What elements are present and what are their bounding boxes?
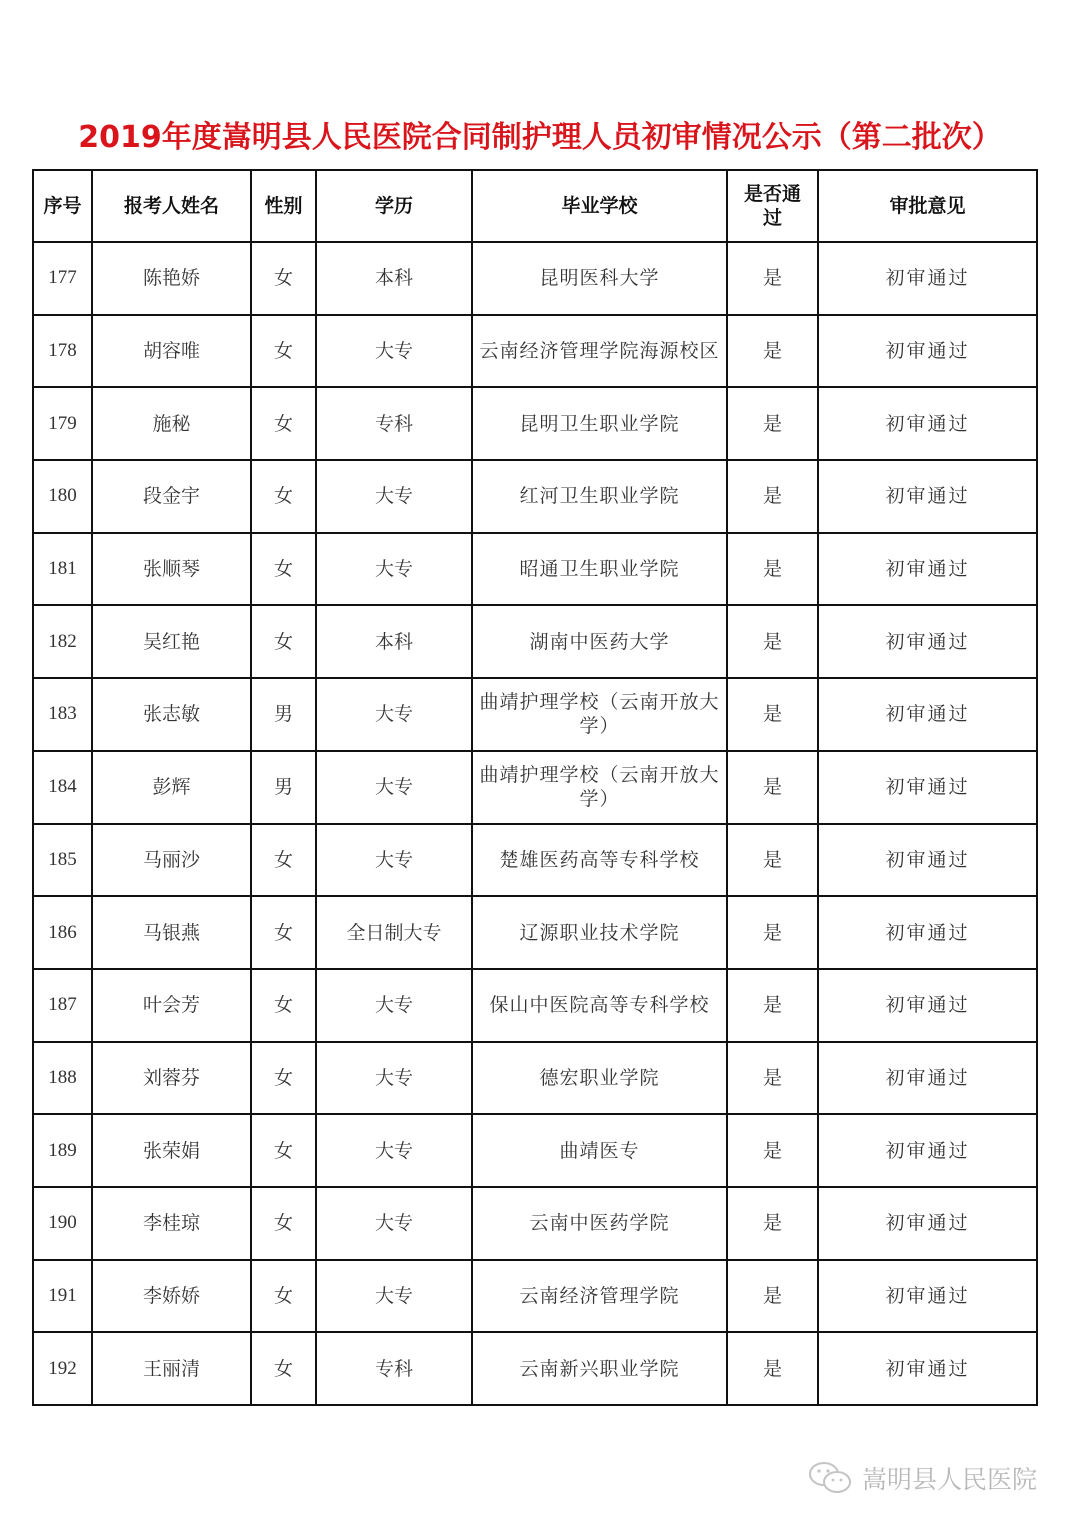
cell-opinion: 初审通过 xyxy=(818,969,1037,1042)
cell-number: 178 xyxy=(33,315,92,388)
cell-passed: 是 xyxy=(727,751,818,824)
cell-name: 刘蓉芬 xyxy=(92,1042,251,1115)
cell-opinion: 初审通过 xyxy=(818,678,1037,751)
table-row xyxy=(33,1114,1037,1187)
cell-gender: 女 xyxy=(251,387,316,460)
cell-name: 马丽沙 xyxy=(92,824,251,897)
cell-passed: 是 xyxy=(727,387,818,460)
cell-name: 叶会芳 xyxy=(92,969,251,1042)
cell-school: 湖南中医药大学 xyxy=(472,605,727,678)
table-header-row xyxy=(33,170,1037,242)
cell-opinion: 初审通过 xyxy=(818,1332,1037,1405)
table-row xyxy=(33,242,1037,315)
cell-number: 192 xyxy=(33,1332,92,1405)
cell-gender: 女 xyxy=(251,605,316,678)
cell-passed: 是 xyxy=(727,533,818,606)
cell-school: 曲靖护理学校（云南开放大学） xyxy=(472,678,727,751)
table-row xyxy=(33,678,1037,751)
table-row xyxy=(33,896,1037,969)
cell-education: 大专 xyxy=(316,678,472,751)
cell-passed: 是 xyxy=(727,460,818,533)
cell-number: 188 xyxy=(33,1042,92,1115)
cell-number: 189 xyxy=(33,1114,92,1187)
header-passed: 是否通过 xyxy=(727,170,818,242)
table-row xyxy=(33,969,1037,1042)
cell-school: 云南新兴职业学院 xyxy=(472,1332,727,1405)
cell-passed: 是 xyxy=(727,678,818,751)
table-row xyxy=(33,460,1037,533)
table-row xyxy=(33,1332,1037,1405)
cell-name: 张荣娟 xyxy=(92,1114,251,1187)
cell-number: 184 xyxy=(33,751,92,824)
cell-number: 182 xyxy=(33,605,92,678)
cell-passed: 是 xyxy=(727,1187,818,1260)
header-opinion: 审批意见 xyxy=(818,170,1037,242)
header-school: 毕业学校 xyxy=(472,170,727,242)
cell-education: 全日制大专 xyxy=(316,896,472,969)
wechat-icon xyxy=(808,1460,854,1496)
document-title: 2019年度嵩明县人民医院合同制护理人员初审情况公示（第二批次） xyxy=(78,120,1002,155)
cell-name: 施秘 xyxy=(92,387,251,460)
cell-school: 红河卫生职业学院 xyxy=(472,460,727,533)
cell-opinion: 初审通过 xyxy=(818,1260,1037,1333)
cell-gender: 女 xyxy=(251,242,316,315)
table-row xyxy=(33,1187,1037,1260)
cell-opinion: 初审通过 xyxy=(818,460,1037,533)
cell-opinion: 初审通过 xyxy=(818,315,1037,388)
cell-gender: 女 xyxy=(251,1332,316,1405)
cell-education: 大专 xyxy=(316,460,472,533)
cell-education: 大专 xyxy=(316,969,472,1042)
cell-number: 183 xyxy=(33,678,92,751)
cell-gender: 女 xyxy=(251,1187,316,1260)
header-number: 序号 xyxy=(33,170,92,242)
cell-passed: 是 xyxy=(727,969,818,1042)
cell-opinion: 初审通过 xyxy=(818,1042,1037,1115)
cell-opinion: 初审通过 xyxy=(818,751,1037,824)
cell-number: 179 xyxy=(33,387,92,460)
cell-name: 段金宇 xyxy=(92,460,251,533)
cell-gender: 女 xyxy=(251,969,316,1042)
cell-school: 云南中医药学院 xyxy=(472,1187,727,1260)
cell-education: 专科 xyxy=(316,387,472,460)
cell-name: 李娇娇 xyxy=(92,1260,251,1333)
cell-passed: 是 xyxy=(727,315,818,388)
cell-gender: 女 xyxy=(251,1114,316,1187)
cell-school: 曲靖医专 xyxy=(472,1114,727,1187)
cell-education: 大专 xyxy=(316,1114,472,1187)
cell-number: 185 xyxy=(33,824,92,897)
cell-education: 本科 xyxy=(316,605,472,678)
cell-name: 陈艳娇 xyxy=(92,242,251,315)
table-row xyxy=(33,1042,1037,1115)
cell-number: 187 xyxy=(33,969,92,1042)
cell-passed: 是 xyxy=(727,1332,818,1405)
cell-passed: 是 xyxy=(727,896,818,969)
cell-opinion: 初审通过 xyxy=(818,387,1037,460)
cell-school: 保山中医院高等专科学校 xyxy=(472,969,727,1042)
header-education: 学历 xyxy=(316,170,472,242)
cell-school: 云南经济管理学院 xyxy=(472,1260,727,1333)
cell-education: 大专 xyxy=(316,1042,472,1115)
cell-school: 辽源职业技术学院 xyxy=(472,896,727,969)
cell-gender: 女 xyxy=(251,896,316,969)
cell-gender: 女 xyxy=(251,533,316,606)
cell-school: 德宏职业学院 xyxy=(472,1042,727,1115)
cell-name: 张志敏 xyxy=(92,678,251,751)
cell-passed: 是 xyxy=(727,242,818,315)
cell-school: 昆明卫生职业学院 xyxy=(472,387,727,460)
cell-school: 曲靖护理学校（云南开放大学） xyxy=(472,751,727,824)
cell-passed: 是 xyxy=(727,1042,818,1115)
cell-name: 张顺琴 xyxy=(92,533,251,606)
cell-name: 吴红艳 xyxy=(92,605,251,678)
cell-gender: 女 xyxy=(251,1260,316,1333)
table-row xyxy=(33,824,1037,897)
cell-education: 大专 xyxy=(316,315,472,388)
table-row xyxy=(33,605,1037,678)
cell-education: 大专 xyxy=(316,1187,472,1260)
cell-opinion: 初审通过 xyxy=(818,242,1037,315)
cell-number: 190 xyxy=(33,1187,92,1260)
cell-number: 180 xyxy=(33,460,92,533)
cell-passed: 是 xyxy=(727,1260,818,1333)
cell-education: 大专 xyxy=(316,1260,472,1333)
cell-number: 177 xyxy=(33,242,92,315)
cell-opinion: 初审通过 xyxy=(818,605,1037,678)
cell-gender: 男 xyxy=(251,751,316,824)
cell-education: 本科 xyxy=(316,242,472,315)
cell-opinion: 初审通过 xyxy=(818,1187,1037,1260)
cell-school: 昭通卫生职业学院 xyxy=(472,533,727,606)
cell-gender: 女 xyxy=(251,1042,316,1115)
cell-education: 专科 xyxy=(316,1332,472,1405)
watermark xyxy=(808,1458,1037,1498)
cell-school: 昆明医科大学 xyxy=(472,242,727,315)
cell-gender: 女 xyxy=(251,315,316,388)
cell-school: 楚雄医药高等专科学校 xyxy=(472,824,727,897)
cell-name: 胡容唯 xyxy=(92,315,251,388)
cell-education: 大专 xyxy=(316,533,472,606)
cell-gender: 男 xyxy=(251,678,316,751)
header-gender: 性别 xyxy=(251,170,316,242)
cell-passed: 是 xyxy=(727,605,818,678)
table-row xyxy=(33,1260,1037,1333)
cell-name: 李桂琼 xyxy=(92,1187,251,1260)
cell-passed: 是 xyxy=(727,1114,818,1187)
cell-number: 191 xyxy=(33,1260,92,1333)
cell-number: 186 xyxy=(33,896,92,969)
cell-opinion: 初审通过 xyxy=(818,533,1037,606)
cell-school: 云南经济管理学院海源校区 xyxy=(472,315,727,388)
cell-passed: 是 xyxy=(727,824,818,897)
cell-gender: 女 xyxy=(251,824,316,897)
cell-opinion: 初审通过 xyxy=(818,896,1037,969)
review-results-table xyxy=(32,169,1038,1406)
cell-name: 彭辉 xyxy=(92,751,251,824)
cell-education: 大专 xyxy=(316,751,472,824)
cell-number: 181 xyxy=(33,533,92,606)
cell-name: 王丽清 xyxy=(92,1332,251,1405)
cell-opinion: 初审通过 xyxy=(818,824,1037,897)
table-row xyxy=(33,533,1037,606)
cell-education: 大专 xyxy=(316,824,472,897)
cell-name: 马银燕 xyxy=(92,896,251,969)
header-name: 报考人姓名 xyxy=(92,170,251,242)
watermark-text: 嵩明县人民医院 xyxy=(862,1465,1038,1494)
cell-opinion: 初审通过 xyxy=(818,1114,1037,1187)
cell-gender: 女 xyxy=(251,460,316,533)
table-row xyxy=(33,751,1037,824)
table-row xyxy=(33,387,1037,460)
table-row xyxy=(33,315,1037,388)
